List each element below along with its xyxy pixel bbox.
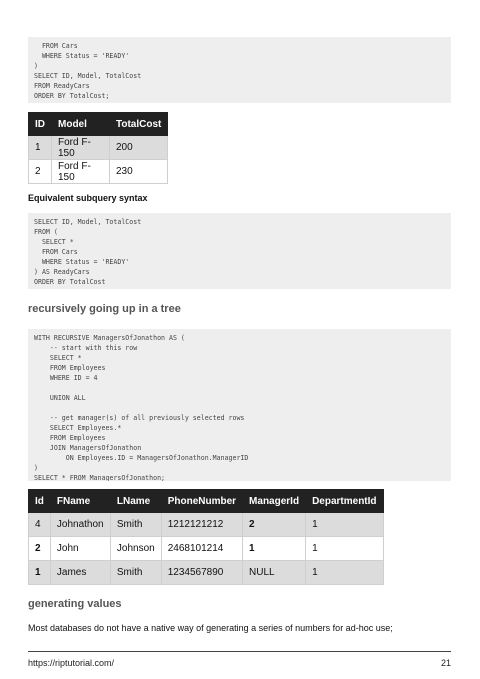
generating-paragraph: Most databases do not have a native way of generating a series of numbers for ad-hoc use; [28, 623, 393, 633]
cell-departmentid: 1 [306, 537, 383, 561]
cell-fname: James [50, 561, 110, 585]
cell-managerid: 1 [243, 537, 306, 561]
cell-departmentid: 1 [306, 513, 383, 537]
col-header-phonenumber: PhoneNumber [161, 490, 242, 513]
cell-phonenumber: 1234567890 [161, 561, 242, 585]
cell-fname: John [50, 537, 110, 561]
code-block-recursive: WITH RECURSIVE ManagersOfJonathon AS ( -- start with this row SELECT * FROM Employees WHERE ID = 4 UNION ALL -- get manager(s) of all previously selected rows SELECT Employees.* FROM Employees JOIN ManagersOfJonathon ON Employees.ID = ManagersOfJonathon.ManagerID ) SELECT * FROM ManagersOfJonathon; [28, 329, 451, 481]
table-row [29, 160, 168, 184]
cell-id: 4 [29, 513, 51, 537]
cell-phonenumber: 2468101214 [161, 537, 242, 561]
cell-lname: Smith [110, 561, 161, 585]
table-row [29, 561, 384, 585]
table-row [29, 537, 384, 561]
page-footer [28, 651, 451, 668]
cell-managerid: 2 [243, 513, 306, 537]
employees-result-table [28, 489, 384, 585]
cell-id: 2 [29, 160, 52, 184]
table-header-row [29, 113, 168, 136]
table-row [29, 136, 168, 160]
page-number: 21 [440, 658, 451, 668]
col-header-departmentid: DepartmentId [306, 490, 383, 513]
subquery-heading: Equivalent subquery syntax [28, 193, 148, 203]
generating-section-heading: generating values [28, 598, 122, 610]
col-header-id: Id [29, 490, 51, 513]
table-header-row [29, 490, 384, 513]
col-header-managerid: ManagerId [243, 490, 306, 513]
code-block-subquery: SELECT ID, Model, TotalCost FROM ( SELECT * FROM Cars WHERE Status = 'READY' ) AS ReadyCars ORDER BY TotalCost [28, 213, 451, 289]
col-header-totalcost: TotalCost [110, 113, 168, 136]
cell-phonenumber: 1212121212 [161, 513, 242, 537]
cell-totalcost: 230 [110, 160, 168, 184]
cell-id: 1 [29, 136, 52, 160]
cell-managerid: NULL [243, 561, 306, 585]
recursive-section-heading: recursively going up in a tree [28, 303, 181, 315]
col-header-lname: LName [110, 490, 161, 513]
cell-fname: Johnathon [50, 513, 110, 537]
table-row [29, 513, 384, 537]
cars-result-table [28, 112, 168, 184]
cell-id: 2 [29, 537, 51, 561]
footer-url-link[interactable]: https://riptutorial.com/ [28, 658, 115, 668]
col-header-model: Model [52, 113, 110, 136]
cell-lname: Johnson [110, 537, 161, 561]
cell-id: 1 [29, 561, 51, 585]
cell-departmentid: 1 [306, 561, 383, 585]
cell-model: Ford F-150 [52, 160, 110, 184]
code-block-cte-tail: FROM Cars WHERE Status = 'READY' ) SELECT ID, Model, TotalCost FROM ReadyCars ORDER BY TotalCost; [28, 37, 451, 103]
col-header-id: ID [29, 113, 52, 136]
cell-lname: Smith [110, 513, 161, 537]
cell-model: Ford F-150 [52, 136, 110, 160]
cell-totalcost: 200 [110, 136, 168, 160]
col-header-fname: FName [50, 490, 110, 513]
